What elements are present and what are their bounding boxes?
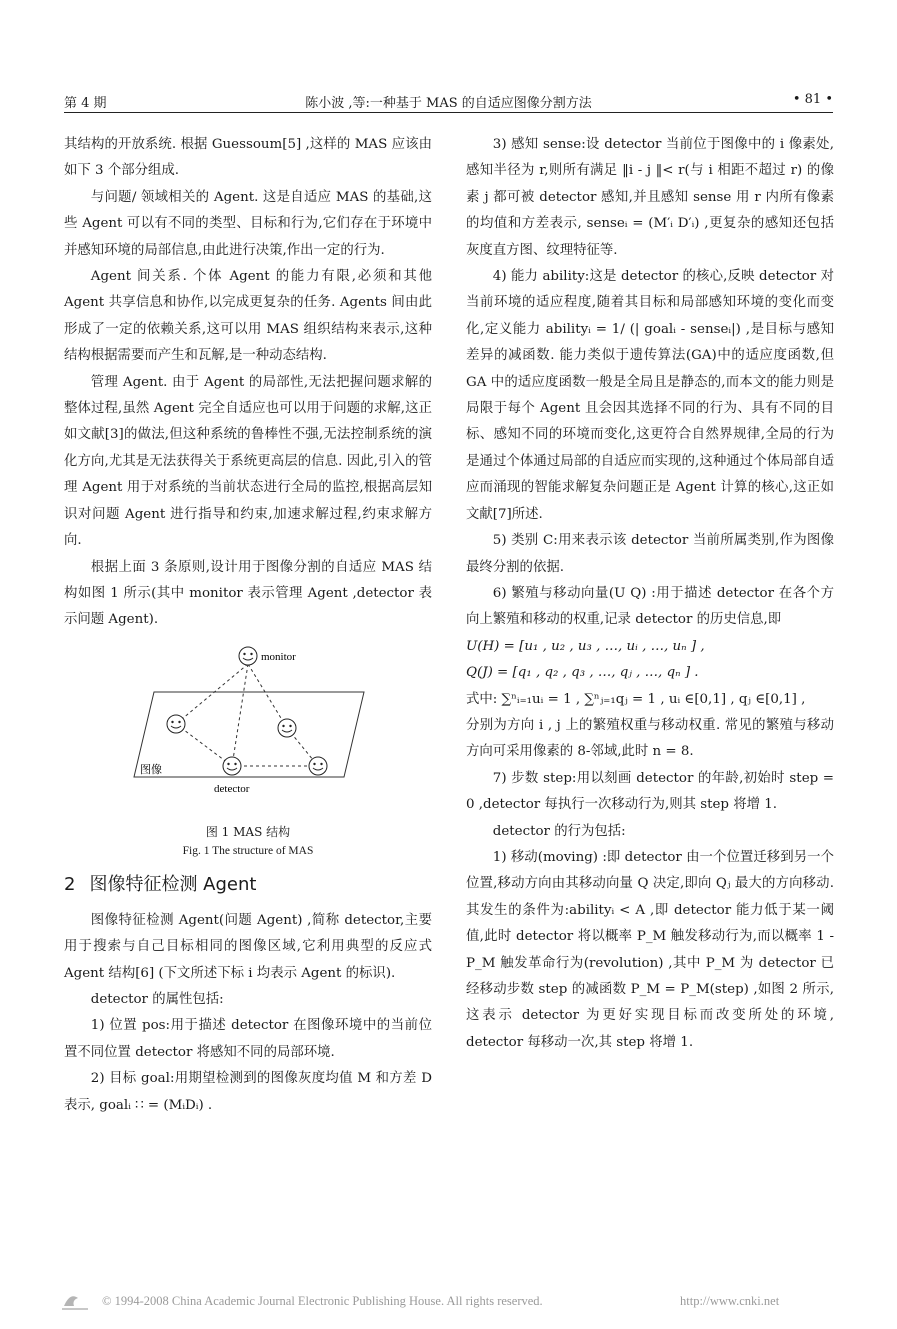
mas-diagram: [64, 642, 432, 818]
page-number: • 81 •: [792, 92, 833, 107]
publisher-logo-icon: [60, 1290, 92, 1312]
paragraph: 其结构的开放系统. 根据 Guessoum[5] ,这样的 MAS 应该由如下 3 个部分组成.: [64, 137, 432, 179]
monitor-label: monitor: [261, 650, 296, 663]
paragraph: Agent 间关系. 个体 Agent 的能力有限,必须和其他 Agent 共享信息和协作,以完成更复杂的任务. Agents 间由此形成了一定的依赖关系,这可以用 MAS 组织结构来表示,这种结构根据需要而产生和瓦解,是一种动态结构.: [64, 269, 432, 364]
detector-agent-icon: [278, 719, 296, 737]
paragraph: 根据上面 3 条原则,设计用于图像分割的自适应 MAS 结构如图 1 所示(其中 monitor 表示管理 Agent ,detector 表示问题 Agent).: [64, 559, 432, 628]
page-header: [64, 90, 833, 113]
detector-agent-icon: [167, 715, 185, 733]
figure-mas-structure: [64, 642, 432, 818]
detector-agent-icon: [223, 757, 241, 775]
paragraph: 1) 位置 pos:用于描述 detector 在图像环境中的当前位置不同位置 detector 将感知不同的局部环境.: [64, 1018, 432, 1060]
paragraph: detector 的行为包括:: [492, 823, 626, 839]
section-number: 2: [64, 873, 76, 895]
figure-caption-cn: 图 1 MAS 结构: [205, 824, 291, 839]
paragraph: 1) 移动(moving) :即 detector 由一个位置迁移到另一个位置,移动方向由其移动向量 Q 决定,即向 Qⱼ 最大的方向移动. 其发生的条件为:abilityᵢ < A ,即 detector 能力低于某一阈值,此时 detector 将以概率 P_M 触发移动行为,而以概率 1 - P_M 触发革命行为(revolution) ,其中 P_M 为 detector 已经移动步数 step 的减函数 P_M = P_M(step) ,如图 2 所示,这表示 detector 为更好实现目标而改变所处的环境, detector 每移动一次,其 step 将增 1.: [466, 849, 834, 1050]
paragraph: 5) 类别 C:用来表示该 detector 当前所属类别,作为图像最终分割的依据.: [466, 533, 834, 575]
detector-agent-icon: [309, 757, 327, 775]
link-line: [176, 724, 232, 766]
section-heading: [64, 870, 432, 900]
running-title: 陈小波 ,等:一种基于 MAS 的自适应图像分割方法: [305, 96, 592, 111]
paragraph: 4) 能力 ability:这是 detector 的核心,反映 detector 对当前环境的适应程度,随着其目标和局部感知环境的变化而变化,定义能力 abilityᵢ = 1/ (| goalᵢ - senseᵢ|) ,是目标与感知差异的减函数. 能力类似于遗传算法(GA)中的适应度函数,但 GA 中的适应度函数一般是全局且是静态的,而本文的能力则是局限于每个 Agent 且会因其选择不同的行为、具有不同的目标、感知不同的环境而变化,这更符合自然界规律,全局的行为是通过个体通过局部的自适应而实现的,这种通过个体局部自适应而涌现的智能求解复杂问题正是 Agent 计算的核心,这正如文献[7]所述.: [466, 269, 834, 522]
left-column: [64, 132, 432, 1119]
link-line: [248, 664, 287, 728]
page-footer: [60, 1290, 840, 1314]
paragraph: 管理 Agent. 由于 Agent 的局部性,无法把握问题求解的整体过程,虽然 Agent 完全自适应也可以用于问题的求解,这正如文献[3]的做法,但这种系统的鲁棒性不强,无法控制系统的演化方向,尤其是无法获得关于系统更高层的信息. 因此,引入的管理 Agent 用于对系统的当前状态进行全局的监控,根据高层知识对问题 Agent 进行指导和约束,加速求解过程,约束求解方向.: [64, 374, 432, 549]
formula-sum: 式中: ∑ⁿᵢ₌₁uᵢ = 1 , ∑ⁿⱼ₌₁qⱼ = 1 , uᵢ ∈[0,1] , qⱼ ∈[0,1] ,: [466, 691, 806, 707]
image-plane: [134, 692, 364, 777]
paragraph: 2) 目标 goal:用期望检测到的图像灰度均值 M 和方差 D 表示, goalᵢ ∷ = (MᵢDᵢ) .: [64, 1071, 432, 1113]
footer-url: http://www.cnki.net: [680, 1294, 780, 1308]
copyright-text: © 1994-2008 China Academic Journal Electronic Publishing House. All rights reserved.: [102, 1294, 543, 1308]
paragraph: 3) 感知 sense:设 detector 当前位于图像中的 i 像素处,感知半径为 r,则所有满足 ‖i - j ‖< r(与 i 相距不超过 r) 的像素 j 都可被 detector 感知,并且感知 sense 用 r 内所有像素的均值和方差表示, senseᵢ = (M′ᵢ D′ᵢ) ,更复杂的感知还包括灰度直方图、纹理特征等.: [466, 137, 834, 258]
link-line: [232, 664, 248, 766]
right-column: [466, 132, 834, 1056]
figure-caption-en: Fig. 1 The structure of MAS: [182, 844, 314, 857]
monitor-agent-icon: [239, 647, 257, 665]
image-label: 图像: [140, 762, 162, 776]
link-line: [176, 664, 248, 724]
formula-q: Q(J) = [q₁ , q₂ , q₃ , …, qⱼ , …, qₙ ] .: [466, 665, 699, 681]
paragraph: 7) 步数 step:用以刻画 detector 的年龄,初始时 step = 0 ,detector 每执行一次移动行为,则其 step 将增 1.: [466, 770, 834, 813]
journal-issue: 第 4 期: [64, 96, 107, 111]
paragraph: 与问题/ 领域相关的 Agent. 这是自适应 MAS 的基础,这些 Agent 可以有不同的类型、目标和行为,它们存在于环境中并感知环境的局部信息,由此进行决策,作出一定的行为.: [64, 189, 432, 258]
detector-label: detector: [214, 782, 250, 795]
paragraph: 图像特征检测 Agent(问题 Agent) ,简称 detector,主要用于搜索与自己目标相同的图像区域,它利用典型的反应式 Agent 结构[6] (下文所述下标 i 均表示 Agent 的标识).: [64, 912, 432, 981]
paragraph: detector 的属性包括:: [90, 991, 224, 1007]
section-title: 图像特征检测 Agent: [89, 873, 257, 895]
paragraph: 分别为方向 i , j 上的繁殖权重与移动权重. 常见的繁殖与移动方向可采用像素的 8-邻域,此时 n = 8.: [466, 717, 834, 760]
paragraph: 6) 繁殖与移动向量(U Q) :用于描述 detector 在各个方向上繁殖和移动的权重,记录 detector 的历史信息,即: [466, 585, 834, 628]
formula-u: U(H) = [u₁ , u₂ , u₃ , …, uᵢ , …, uₙ ] ,: [466, 638, 705, 654]
